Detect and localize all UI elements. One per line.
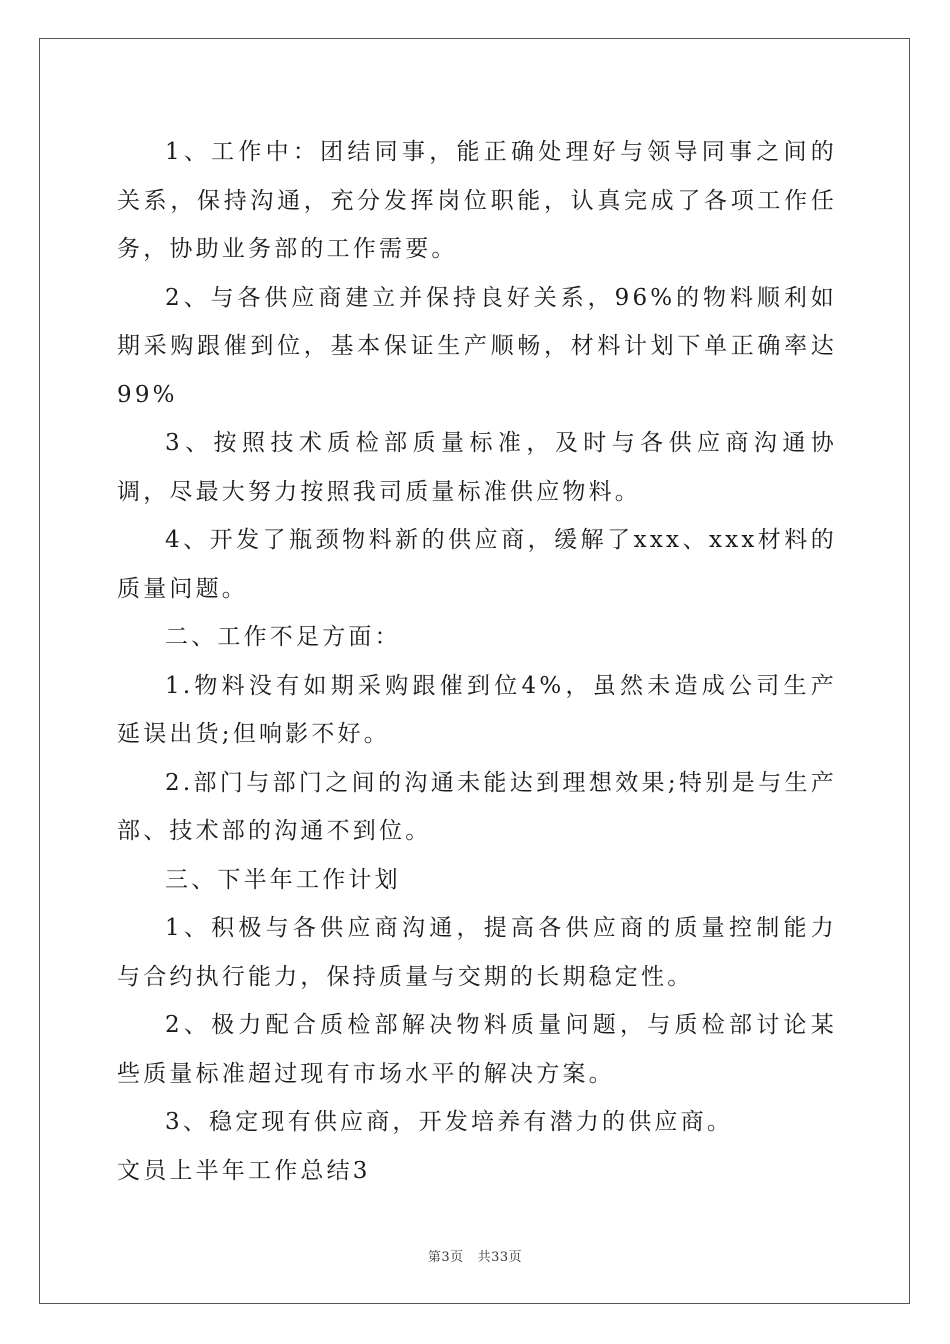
paragraph-shortcoming-2: 2.部门与部门之间的沟通未能达到理想效果;特别是与生产部、技术部的沟通不到位。: [117, 769, 837, 844]
document-body: [117, 128, 837, 1195]
page-total: 共33页: [477, 1250, 523, 1265]
heading-shortcomings: 二、工作不足方面：: [165, 624, 401, 650]
paragraph-work-4: 4、开发了瓶颈物料新的供应商，缓解了xxx、xxx材料的质量问题。: [117, 527, 837, 602]
paragraph-work-2: 2、与各供应商建立并保持良好关系，96%的物料顺利如期采购跟催到位，基本保证生产顺畅，材料计划下单正确率达99%: [117, 284, 837, 408]
paragraph-plan-3: 3、稳定现有供应商，开发培养有潜力的供应商。: [165, 1109, 734, 1135]
paragraph-work-1: 1、工作中：团结同事，能正确处理好与领导同事之间的关系，保持沟通，充分发挥岗位职能，认真完成了各项工作任务，协助业务部的工作需要。: [117, 139, 837, 262]
page-footer: [0, 1246, 950, 1265]
section-title: 文员上半年工作总结3: [117, 1157, 371, 1184]
page-number: 第3页: [427, 1250, 464, 1265]
heading-plan: 三、下半年工作计划: [165, 866, 401, 893]
paragraph-plan-1: 1、积极与各供应商沟通，提高各供应商的质量控制能力与合约执行能力，保持质量与交期的长期稳定性。: [117, 915, 837, 990]
paragraph-work-3: 3、按照技术质检部质量标准，及时与各供应商沟通协调，尽最大努力按照我司质量标准供应物料。: [117, 430, 837, 505]
paragraph-plan-2: 2、极力配合质检部解决物料质量问题，与质检部讨论某些质量标准超过现有市场水平的解决方案。: [117, 1012, 837, 1087]
paragraph-shortcoming-1: 1.物料没有如期采购跟催到位4%，虽然未造成公司生产延误出货;但响影不好。: [117, 672, 837, 747]
